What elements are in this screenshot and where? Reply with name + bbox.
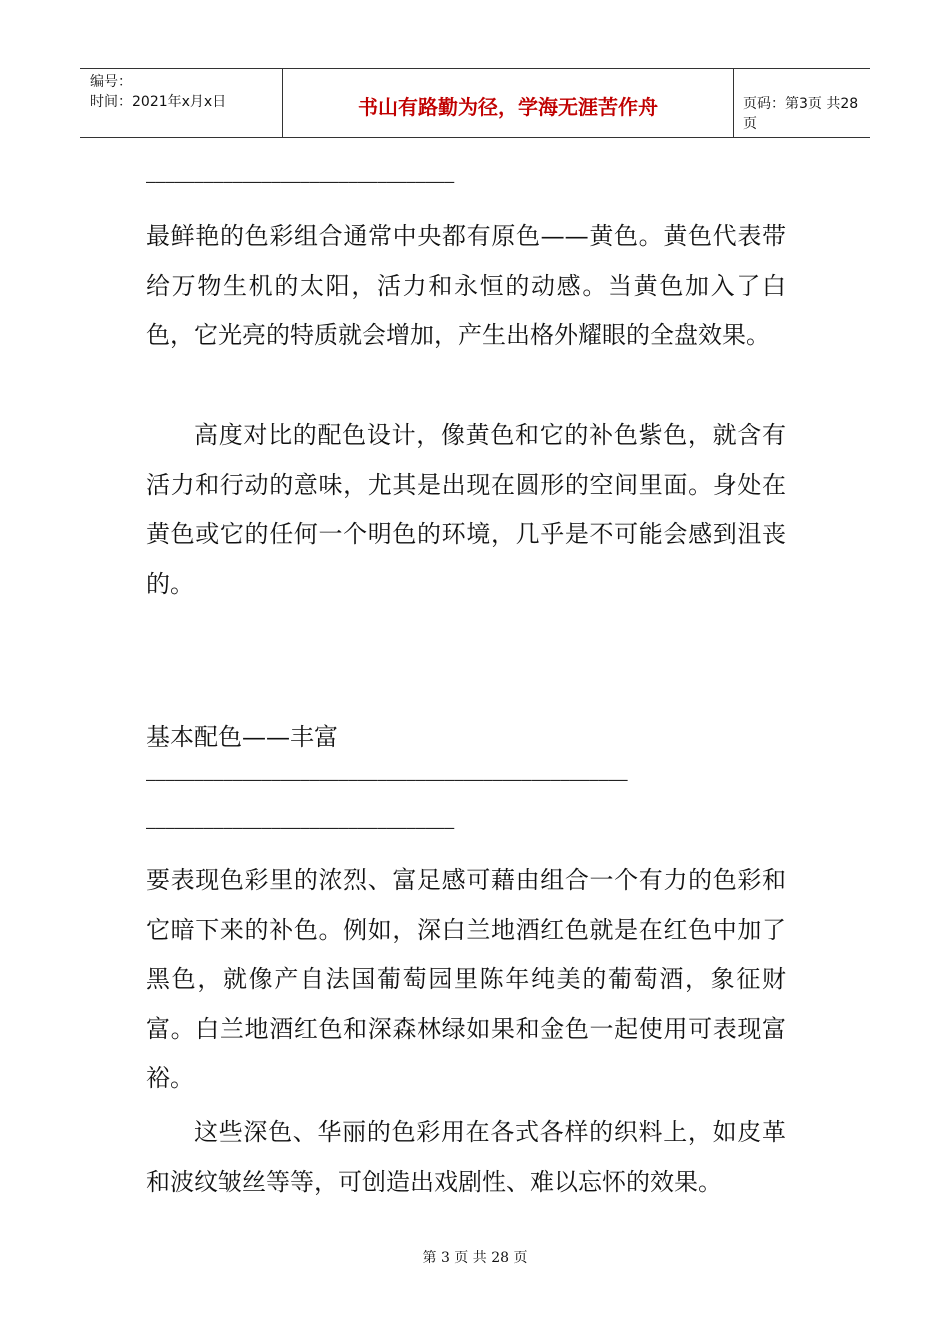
number-label: 编号：: [90, 74, 132, 90]
dash-divider-long: ——————————————————————————————————————————————————: [146, 770, 628, 789]
header-meta-cell: [80, 69, 282, 137]
date-label: 时间：2021年x月x日: [90, 94, 227, 110]
header-page-cell: [733, 69, 870, 137]
page-footer: 第 3 页 共 28 页: [422, 1250, 528, 1266]
dash-divider: ————————————————————————————————: [146, 172, 455, 191]
header-table: [80, 68, 870, 138]
paragraph-rich: 要表现色彩里的浓烈、富足感可藉由组合一个有力的色彩和它暗下来的补色。例如，深白兰地酒红色就是在红色中加了黑色，就像产自法国葡萄园里陈年纯美的葡萄酒，象征财富。白兰地酒红色和深森林绿如果和金色一起使用可表现富裕。: [146, 866, 786, 1092]
page-info: 页码：第3页 共28页: [743, 96, 859, 132]
dash-divider-short: ————————————————————————————————: [146, 818, 455, 837]
header-motto-cell: [282, 69, 734, 137]
paragraph-yellow: 最鲜艳的色彩组合通常中央都有原色——黄色。黄色代表带给万物生机的太阳，活力和永恒的动感。当黄色加入了白色，它光亮的特质就会增加，产生出格外耀眼的全盘效果。: [146, 222, 786, 349]
paragraph-fabrics: 这些深色、华丽的色彩用在各式各样的织料上，如皮革和波纹皱丝等等，可创造出戏剧性、难以忘怀的效果。: [146, 1118, 786, 1196]
motto-text: 书山有路勤为径，学海无涯苦作舟: [358, 95, 658, 119]
section-heading: 基本配色——丰富: [146, 723, 338, 751]
paragraph-contrast: 高度对比的配色设计，像黄色和它的补色紫色，就含有活力和行动的意味，尤其是出现在圆形的空间里面。身处在黄色或它的任何一个明色的环境，几乎是不可能会感到沮丧的。: [146, 421, 786, 598]
